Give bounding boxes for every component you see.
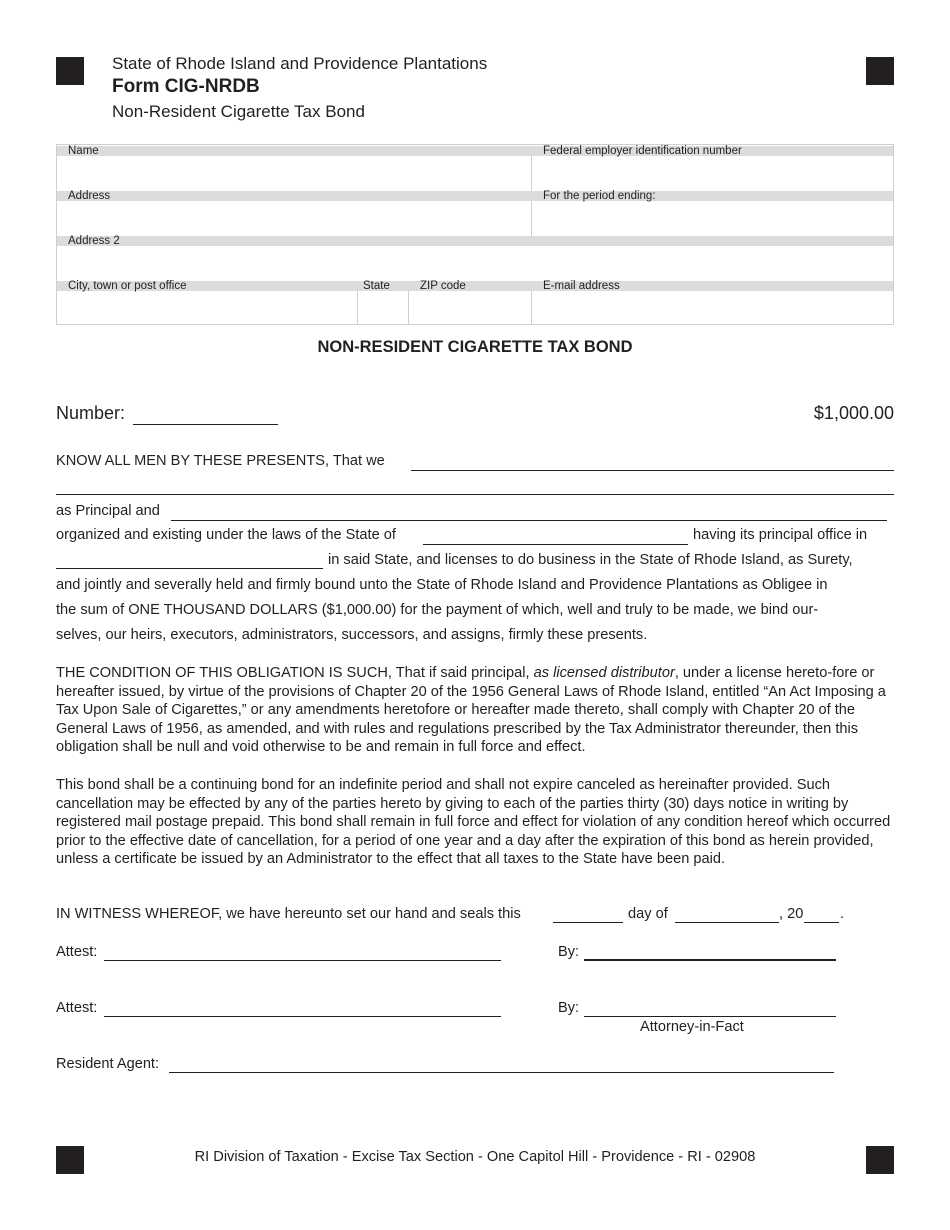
organized-text: organized and existing under the laws of the State of — [56, 527, 396, 543]
registration-mark-top-right — [866, 57, 894, 85]
as-principal-text: as Principal and — [56, 503, 160, 519]
condition-text-b: , under a license hereto-fore or hereafter issued, by virtue of the provisions of Chapter 20 of the 1956 General Laws of Rhode Island, entitled “An Act Imposing a Tax Upon Sale of Cigarettes,” or any amendments heretofore or hereafter made thereto, shall comply with Chapter 20 of the General Laws of 1956, as amended, and with rules and regulations prescribed by the Tax Administrator thereunder, then this obligation shall be null and void otherwise to be and remain in full force and effect. — [56, 665, 886, 756]
name-label: Name — [68, 145, 99, 157]
condition-italic: as licensed distributor — [533, 665, 675, 681]
state-field[interactable] — [360, 293, 405, 321]
period-label: For the period ending: — [543, 190, 656, 202]
divider — [531, 201, 532, 236]
divider — [357, 291, 358, 325]
by-1-label: By: — [558, 944, 580, 960]
period-field[interactable] — [535, 203, 891, 231]
zip-label: ZIP code — [420, 280, 466, 292]
city-field[interactable] — [59, 293, 353, 321]
principal-office-line[interactable] — [56, 568, 323, 569]
attorney-in-fact-label: Attorney-in-Fact — [640, 1019, 744, 1035]
resident-agent-label: Resident Agent: — [56, 1056, 160, 1072]
by-2-label: By: — [558, 1000, 580, 1016]
condition-paragraph — [56, 664, 896, 757]
sum-text: the sum of ONE THOUSAND DOLLARS ($1,000.00) for the payment of which, well and truly to be made, we bind our- — [56, 602, 819, 618]
attest-2-line[interactable] — [104, 1016, 501, 1017]
having-office-text: having its principal office in — [693, 527, 868, 543]
address2-field[interactable] — [59, 248, 891, 276]
zip-field[interactable] — [411, 293, 527, 321]
attest-1-line[interactable] — [104, 960, 501, 961]
witness-day-line[interactable] — [553, 922, 623, 923]
principal-name-line-2[interactable] — [56, 494, 894, 495]
address2-label: Address 2 — [68, 235, 120, 247]
attest-1-label: Attest: — [56, 944, 98, 960]
fein-field[interactable] — [535, 158, 891, 186]
taxpayer-info-box — [56, 144, 894, 325]
address2-band — [57, 236, 893, 246]
in-said-state-text: in said State, and licenses to do business in the State of Rhode Island, as Surety, — [328, 552, 853, 568]
form-id: Form CIG-NRDB — [112, 76, 260, 97]
name-field[interactable] — [59, 158, 527, 186]
by-1-line[interactable] — [584, 959, 836, 961]
address-band — [57, 191, 893, 201]
fein-label: Federal employer identification number — [543, 145, 742, 157]
witness-text-b: day of — [628, 906, 668, 922]
jointly-text: and jointly and severally held and firmly bound unto the State of Rhode Island and Providence Plantations as Obligee in — [56, 577, 828, 593]
surety-state-line[interactable] — [423, 544, 688, 545]
email-field[interactable] — [535, 293, 891, 321]
surety-name-line[interactable] — [171, 520, 887, 521]
continuing-paragraph: This bond shall be a continuing bond for an indefinite period and shall not expire canceled as hereinafter provided. Such cancellation may be effected by any of the parties hereto by giving to each of the parties thirty (30) days notice in writing by registered mail postage prepaid. This bond shall remain in full force and effect for violation of any condition hereof which occurred prior to the effective date of cancellation, for a period of one year and a day after the expiration of this bond as herein provided, unless a certificate be issued by an Administrator to the effect that all taxes to the State have been paid. — [56, 777, 891, 868]
registration-mark-top-left — [56, 57, 84, 85]
email-label: E-mail address — [543, 280, 620, 292]
name-band — [57, 146, 893, 156]
attest-2-label: Attest: — [56, 1000, 98, 1016]
resident-agent-line[interactable] — [169, 1072, 834, 1073]
form-subtitle: Non-Resident Cigarette Tax Bond — [112, 102, 365, 121]
witness-text-d: . — [840, 906, 845, 922]
footer-address: RI Division of Taxation - Excise Tax Section - One Capitol Hill - Providence - RI - 02908 — [194, 1149, 756, 1165]
city-label: City, town or post office — [68, 280, 187, 292]
state-name: State of Rhode Island and Providence Plantations — [112, 54, 488, 73]
witness-month-line[interactable] — [675, 922, 779, 923]
principal-name-line[interactable] — [411, 470, 894, 471]
witness-year-line[interactable] — [804, 922, 839, 923]
selves-text: selves, our heirs, executors, administrators, successors, and assigns, firmly these presents. — [56, 627, 648, 643]
number-field[interactable] — [133, 424, 278, 425]
know-all-text: KNOW ALL MEN BY THESE PRESENTS, That we — [56, 453, 385, 469]
condition-text-a: THE CONDITION OF THIS OBLIGATION IS SUCH, That if said principal, — [56, 665, 530, 681]
address-label: Address — [68, 190, 111, 202]
state-label: State — [363, 280, 390, 292]
divider — [531, 156, 532, 191]
number-label: Number: — [56, 403, 126, 423]
bond-amount: $1,000.00 — [813, 403, 894, 423]
divider — [408, 291, 409, 325]
witness-text-a: IN WITNESS WHEREOF, we have hereunto set our hand and seals this — [56, 906, 521, 922]
divider — [531, 291, 532, 325]
witness-text-c: , 20 — [779, 906, 804, 922]
bond-title: NON-RESIDENT CIGARETTE TAX BOND — [317, 338, 633, 356]
address-field[interactable] — [59, 203, 527, 231]
by-2-line[interactable] — [584, 1016, 836, 1017]
